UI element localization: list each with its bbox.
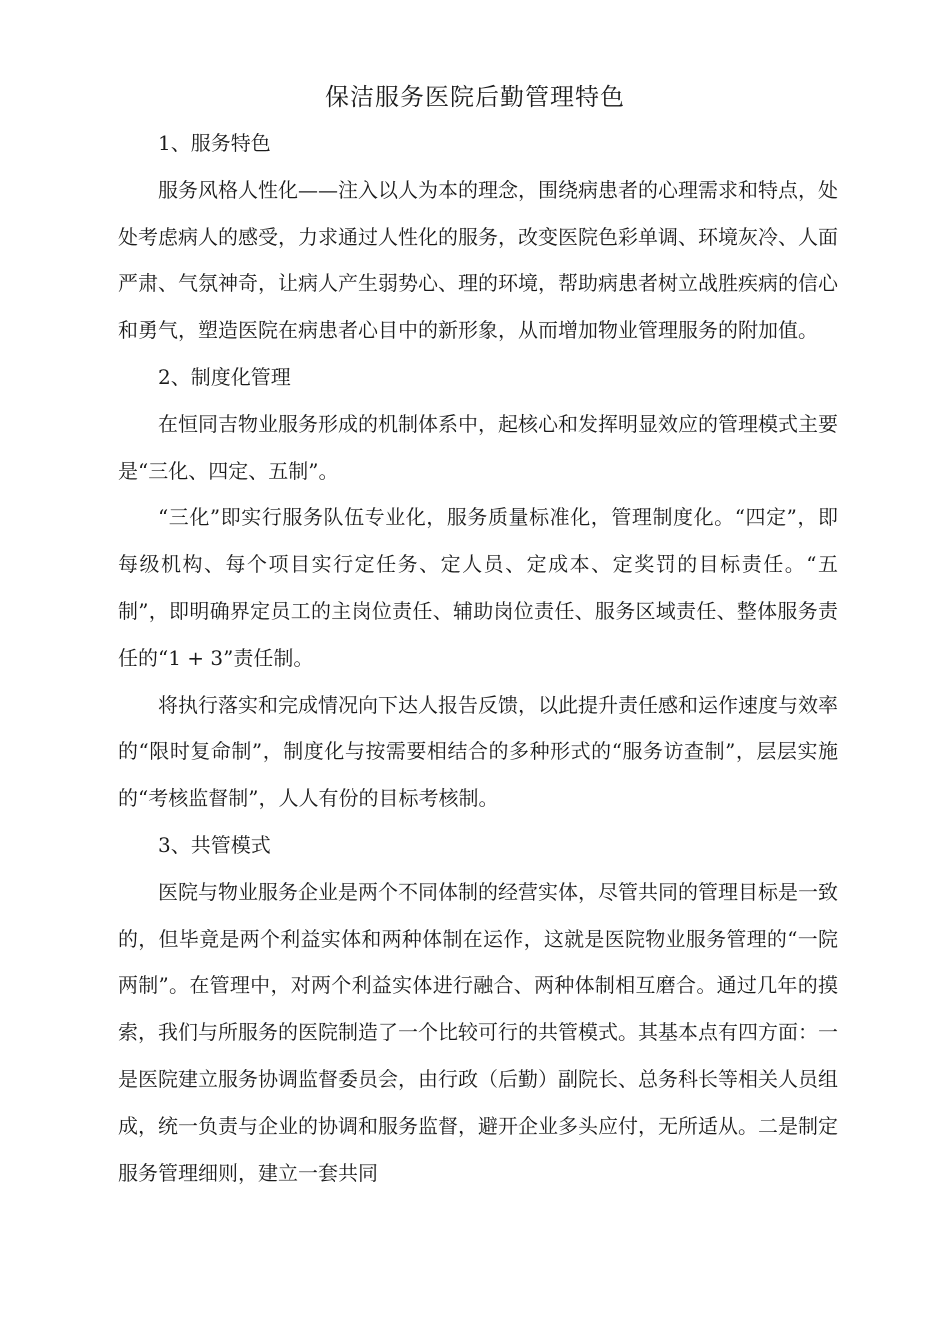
section-heading-co-management-model: 3、共管模式 — [158, 832, 271, 857]
paragraph: “三化”即实行服务队伍专业化，服务质量标准化，管理制度化。“四定”，即每级机构、每个项目实行定任务、定人员、定成本、定奖罚的目标责任。“五制”，即明确界定员工的主岗位责任、辅助岗位责任、服务区域责任、整体服务责任的“1 + 3”责任制。 — [118, 505, 838, 670]
paragraph: 医院与物业服务企业是两个不同体制的经营实体，尽管共同的管理目标是一致的，但毕竟是两个利益实体和两种体制在运作，这就是医院物业服务管理的“一院两制”。在管理中，对两个利益实体进行融合、两种体制相互磨合。通过几年的摸索，我们与所服务的医院制造了一个比较可行的共管模式。其基本点有四方面：一是医院建立服务协调监督委员会，由行政（后勤）副院长、总务科长等相关人员组成，统一负责与企业的协调和服务监督，避开企业多头应付，无所适从。二是制定服务管理细则，建立一套共同 — [118, 879, 838, 1185]
section-heading-institutional-management: 2、制度化管理 — [158, 364, 291, 389]
document-title: 保洁服务医院后勤管理特色 — [325, 83, 625, 111]
paragraph: 将执行落实和完成情况向下达人报告反馈，以此提升责任感和运作速度与效率的“限时复命制”，制度化与按需要相结合的多种形式的“服务访查制”，层层实施的“考核监督制”，人人有份的目标考核制。 — [118, 692, 838, 811]
document-body — [118, 120, 838, 1196]
paragraph: 服务风格人性化——注入以人为本的理念，围绕病患者的心理需求和特点，处处考虑病人的感受，力求通过人性化的服务，改变医院色彩单调、环境灰冷、人面严肃、气氛神奇，让病人产生弱势心、理的环境，帮助病患者树立战胜疾病的信心和勇气，塑造医院在病患者心目中的新形象，从而增加物业管理服务的附加值。 — [118, 177, 838, 343]
section-heading-service-features: 1、服务特色 — [158, 131, 271, 155]
paragraph: 在恒同吉物业服务形成的机制体系中，起核心和发挥明显效应的管理模式主要是“三化、四定、五制”。 — [118, 411, 838, 483]
